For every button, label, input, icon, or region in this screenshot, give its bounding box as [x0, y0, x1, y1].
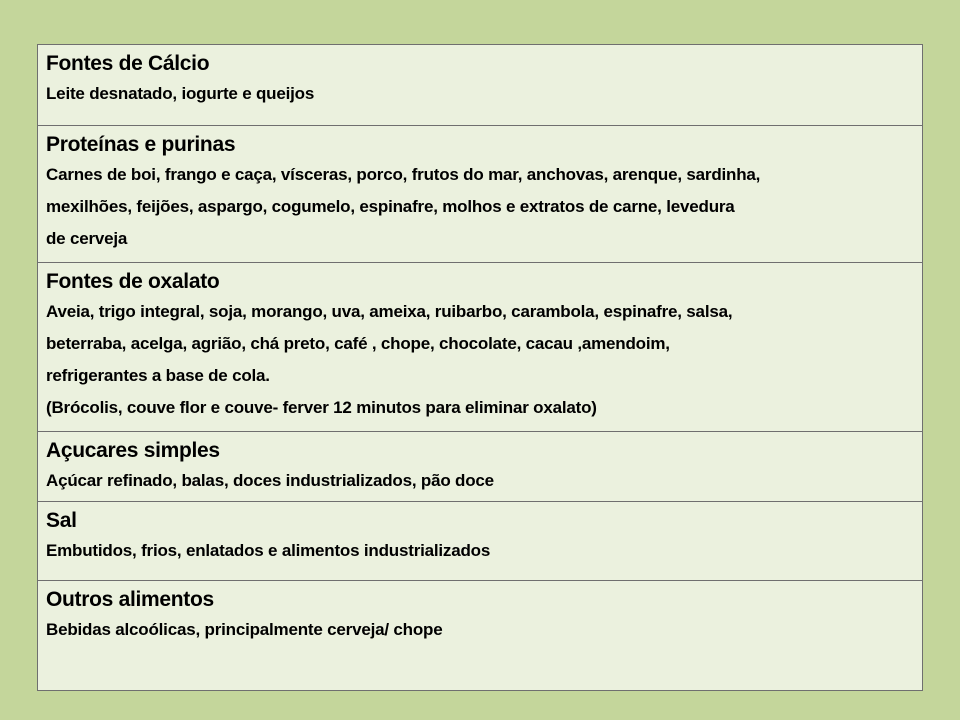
- section-heading: Proteínas e purinas: [46, 133, 236, 156]
- section-heading: Sal: [46, 509, 77, 532]
- section-text: mexilhões, feijões, aspargo, cogumelo, espinafre, molhos e extratos de carne, levedura: [46, 197, 735, 216]
- section-text: (Brócolis, couve flor e couve- ferver 12 minutos para eliminar oxalato): [46, 398, 597, 417]
- section-text: beterraba, acelga, agrião, chá preto, café , chope, chocolate, cacau ,amendoim,: [46, 334, 670, 353]
- section-text: Aveia, trigo integral, soja, morango, uva, ameixa, ruibarbo, carambola, espinafre, salsa,: [46, 302, 733, 321]
- table-row-calcium: [38, 45, 922, 125]
- table-row-salt: [38, 501, 922, 580]
- table-row-oxalate: [38, 262, 922, 431]
- food-table: [37, 44, 923, 691]
- table-row-proteins: [38, 125, 922, 262]
- section-text: Leite desnatado, iogurte e queijos: [46, 84, 315, 103]
- table-row-sugars: [38, 431, 922, 501]
- section-text: refrigerantes a base de cola.: [46, 366, 270, 385]
- section-text: de cerveja: [46, 229, 128, 248]
- section-heading: Fontes de Cálcio: [46, 52, 210, 75]
- section-text: Carnes de boi, frango e caça, vísceras, porco, frutos do mar, anchovas, arenque, sardinha,: [46, 165, 761, 184]
- section-heading: Açucares simples: [46, 439, 220, 462]
- table-row-other: [38, 580, 922, 690]
- section-text: Açúcar refinado, balas, doces industrializados, pão doce: [46, 471, 494, 490]
- section-heading: Fontes de oxalato: [46, 270, 220, 293]
- section-text: Embutidos, frios, enlatados e alimentos industrializados: [46, 541, 491, 560]
- section-heading: Outros alimentos: [46, 588, 214, 611]
- section-text: Bebidas alcoólicas, principalmente cerveja/ chope: [46, 620, 443, 639]
